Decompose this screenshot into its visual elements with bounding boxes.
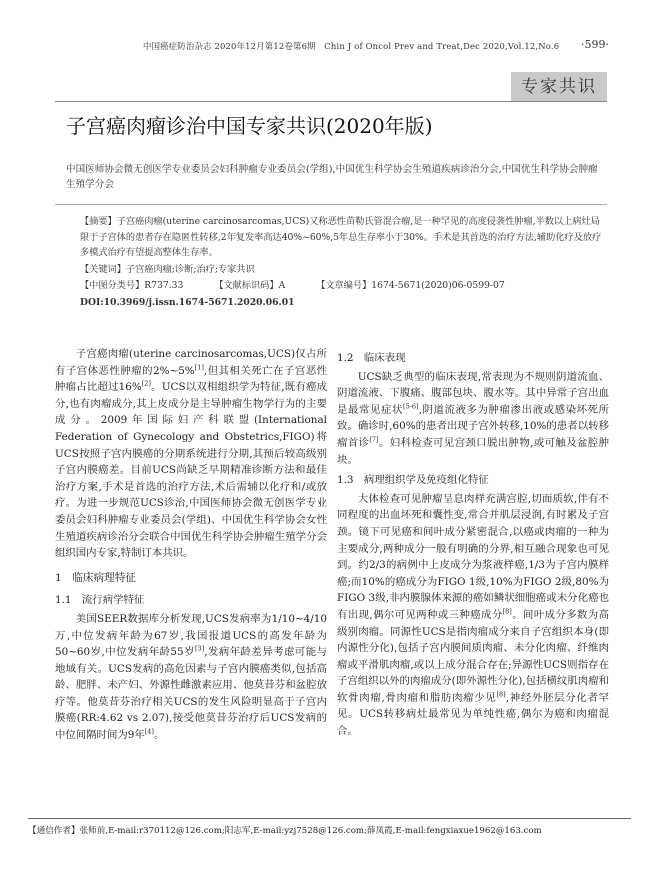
citation-ref: [2] [141, 379, 151, 388]
correspondence-footer: 【通信作者】张师前,E-mail:r370112@126.com;阳志军,E-mail:yzj7528@126.com;薛凤霞,E-mail:fengxiaxue1962@163.com [28, 826, 542, 836]
citation-ref: [8] [496, 690, 506, 699]
citation-ref: [1] [194, 363, 204, 372]
doi: DOI:10.3969/j.issn.1674-5671.2020.06.01 [80, 296, 295, 308]
keywords: 【关键词】子宫癌肉瘤;诊断;治疗;专家共识 [80, 263, 255, 275]
intro-paragraph [55, 346, 327, 562]
text-run: ,发病年龄差异考虑可能与地域有关。UCS发病的高危因素与子宫内膜癌类似,包括高龄、肥胖、未产妇、外源性雌激素应用、他莫昔芬和盆腔放疗等。他莫昔芬治疗相关UCS的发生风险明显高于子宫内膜癌(RR:4.62 vs 2.07),接受他莫昔芬治疗后UCS发病的中位间隔时间为9年 [55, 646, 327, 742]
pathology-paragraph [337, 491, 609, 740]
left-column [55, 346, 327, 816]
section-heading-1-3: 1.3 病理组织学及免疫组化特征 [337, 474, 489, 487]
running-header [55, 38, 609, 54]
page-number: ·599· [581, 38, 609, 51]
text-run: 美国SEER数据库分析发现,UCS发病率为1/10~4/10万,中位发病年龄为67岁,我国报道UCS的高发年龄为50~60岁,中位发病年龄55岁 [55, 612, 327, 659]
citation-ref: [4] [144, 727, 154, 736]
section-heading-1-1: 1.1 流行病学特征 [55, 594, 145, 607]
text-run: ,神经外胚层分化者罕见。UCS转移病灶最常见为单纯性癌,偶尔为癌和肉瘤混合。 [337, 691, 609, 738]
clinical-paragraph [337, 369, 609, 469]
epidemiology-paragraph [55, 611, 327, 744]
banner-rule [55, 101, 607, 102]
journal-citation: 中国癌症防治杂志 2020年12月第12卷第6期 Chin J of Oncol Prev and Treat,Dec 2020,Vol.12,No.6 [143, 41, 560, 51]
citation-ref: [8] [502, 607, 512, 616]
text-run: 。间叶成分多数为高级别肉瘤。同源性UCS是指肉瘤成分来自子宫组织本身(即内源性分化),包括子宫内膜间质肉瘤、未分化肉瘤、纤维肉瘤或平滑肌肉瘤,或以上成分混合存在;异源性UCS则指存在子宫组织以外的肉瘤成分(即外源性分化),包括横纹肌肉瘤和软骨肉瘤,骨肉瘤和脂肪肉瘤少见 [337, 608, 609, 704]
abstract-block [80, 214, 608, 311]
text-run: 。妇科检查可见宫颈口脱出肿物,或可触及盆腔肿块。 [337, 436, 609, 466]
classification-row [80, 278, 608, 294]
text-run: 大体检查可见肿瘤呈息肉样充满宫腔,切面质软,伴有不同程度的出血坏死和囊性变,常合并肌层浸润,有时累及子宫颈。镜下可见癌和间叶成分紧密混合,以癌或肉瘤的一种为主要成分,两种成分一般有明确的分界,相互融合现象也可见到。约2/3的病例中上皮成分为浆液样癌,1/3为子宫内膜样癌;而10%的癌成分为FIGO 1级,10%为FIGO 2级,80%为FIGO 3级,非内膜腺体来源的癌如鳞状细胞癌或未分化癌也有出现,偶尔可见两种或三种癌成分 [337, 492, 609, 621]
text-run: UCS缺乏典型的临床表现,常表现为不规则阴道流血、阴道流液、下腹痛、腹部包块、腹水等。其中异常子宫出血是最常见症状 [337, 370, 609, 416]
text-run: 子宫癌肉瘤(uterine carcinosarcomas,UCS)仅占所有子宫体恶性肿瘤的2%~5% [55, 348, 327, 377]
citation-ref: [5-6] [403, 402, 419, 411]
document-code: 【文献标识码】A [214, 280, 286, 291]
text-run: 。 [153, 729, 165, 742]
text-run: ,阴道流液多为肿瘤渗出液或感染坏死所致。确诊时,60%的患者出现子宫外转移,10%的患者以转移瘤首诊 [337, 403, 609, 449]
author-organizations: 中国医师协会微无创医学专业委员会妇科肿瘤专业委员会(学组),中国优生科学协会生殖道疾病诊治分会,中国优生科学协会肿瘤生殖学分会 [66, 164, 598, 190]
clc-number: 【中图分类号】R737.33 [80, 280, 184, 291]
section-banner: 专家共识 [511, 72, 607, 102]
citation-ref: [7] [369, 435, 379, 444]
abstract-summary: 【摘要】子宫癌肉瘤(uterine carcinosarcomas,UCS)又称恶性苗勒氏管混合瘤,是一种罕见的高度侵袭性肿瘤,半数以上病灶局限于子宫体的患者存在隐匿性转移,2年复发率高达40%~60%,5年总生存率小于30%。手术是其首选的治疗方法,辅助化疗及放疗多模式治疗有望提高整体生存率。 [80, 216, 602, 258]
section-heading-1-2: 1.2 临床表现 [337, 352, 406, 364]
text-run: 。UCS以双相组织学为特征,既有癌成分,也有肉瘤成分,其上皮成分是主导肿瘤生物学行为的主要成分。2009年国际妇产科联盟(International Federation of Gynecology and Obstetrics,FIGO)将UCS按照子宫内膜癌的分期系统进行分期,其预后较高级别子宫内膜癌差。目前UCS尚缺乏早期精准诊断方法和最佳治疗方案,手术是首选的治疗方法,术后需辅以化疗和/或放疗。为进一步规范UCS诊治,中国医师协会微无创医学专业委员会妇科肿瘤专业委员会(学组)、中国优生科学协会女性生殖道疾病诊治分会联合中国优生科学协会肿瘤生殖学分会组织国内专家,特制订本共识。 [55, 381, 327, 560]
text-run: ,但其相关死亡在子宫恶性肿瘤占比超过16% [55, 364, 327, 394]
citation-ref: [3] [194, 644, 205, 653]
right-column [337, 346, 609, 816]
article-title: 子宫癌肉瘤诊治中国专家共识(2020年版) [66, 114, 433, 138]
section-heading-1: 1 临床病理特征 [55, 571, 136, 584]
footer-rule [28, 818, 631, 819]
divider [55, 204, 607, 205]
article-number: 【文章编号】1674-5671(2020)06-0599-07 [316, 280, 505, 291]
